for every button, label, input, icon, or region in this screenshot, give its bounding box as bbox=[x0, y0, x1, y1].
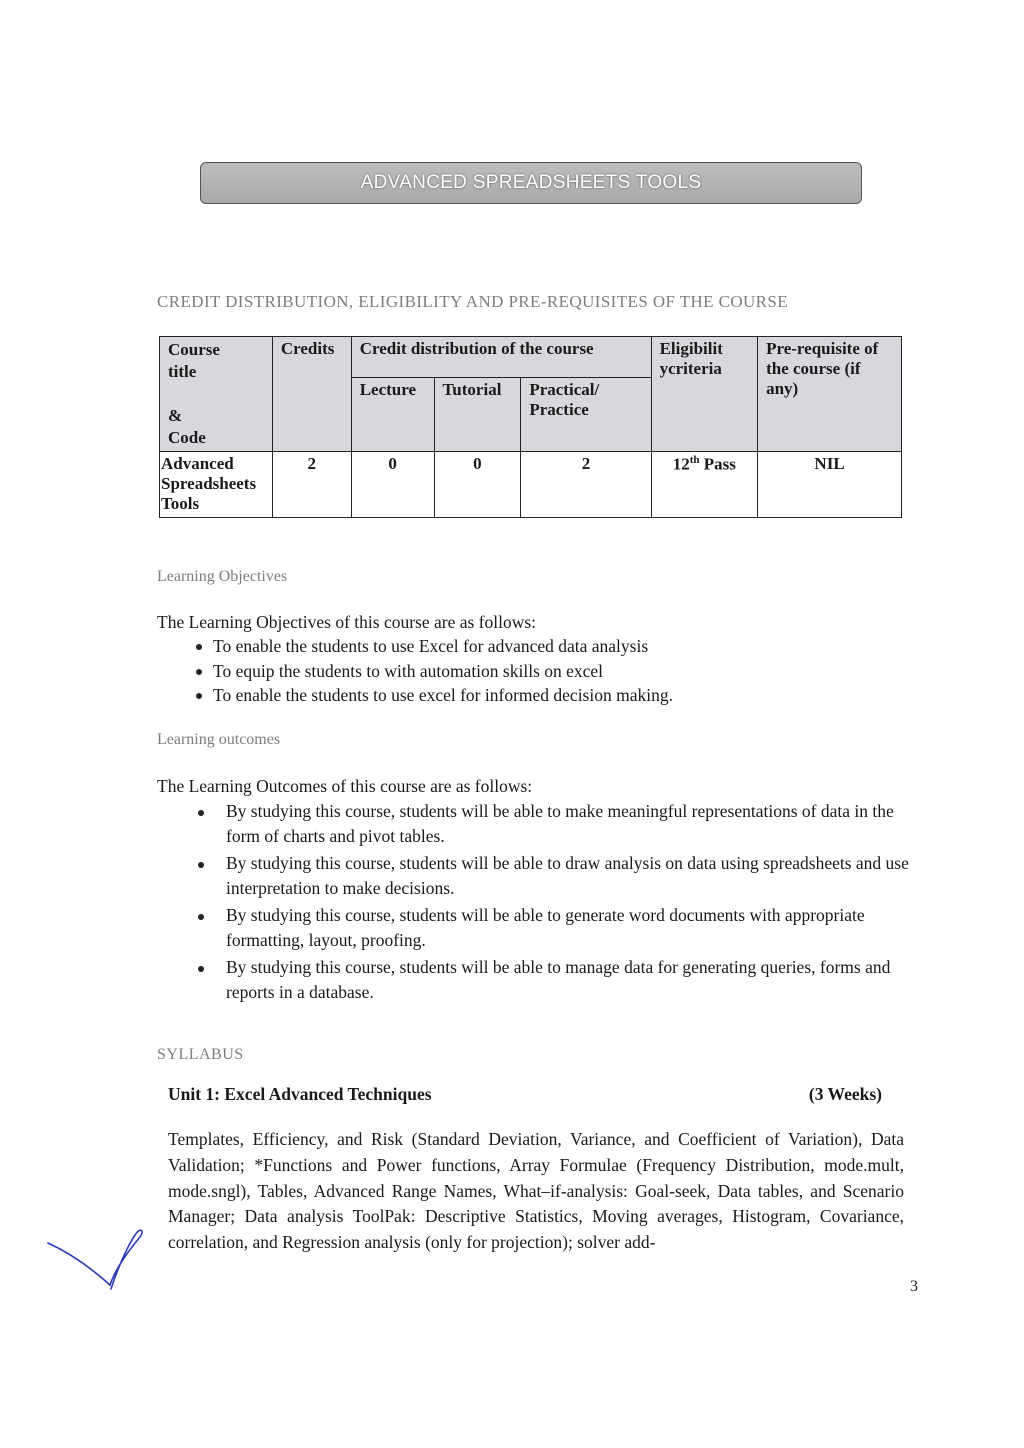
list-item: By studying this course, students will be able to manage data for generating queries, forms and reports in a database. bbox=[196, 955, 910, 1005]
outcomes-list bbox=[196, 799, 910, 1007]
banner-title: ADVANCED SPREADSHEETS TOOLS bbox=[360, 172, 702, 193]
objectives-heading: Learning Objectives bbox=[157, 568, 288, 585]
header-credit-distribution: Credit distribution of the course bbox=[351, 337, 651, 378]
list-item: To enable the students to use excel for informed decision making. bbox=[193, 683, 893, 708]
cell-course: Advanced Spreadsheets Tools bbox=[160, 452, 273, 518]
unit-description: Templates, Efficiency, and Risk (Standard Deviation, Variance, and Coefficient of Variation), Data Validation; *Functions and Power functions, Array Formulae (Frequency Distribution, mode.mult, mode.sngl), Tables, Advanced Range Names, What–if-analysis: Goal-seek, Data tables, and Scenario Manager; Data analysis ToolPak: Descriptive Statistics, Moving averages, Histogram, Covariance, correlation, and Regression analysis (only for projection); solver add- bbox=[168, 1129, 904, 1253]
credit-heading: CREDIT DISTRIBUTION, ELIGIBILITY AND PRE-REQUISITES OF THE COURSE bbox=[157, 292, 789, 311]
unit-header bbox=[168, 1084, 882, 1105]
signature-mark-icon bbox=[45, 1225, 155, 1295]
header-course-title: Course title & Code bbox=[160, 337, 273, 452]
unit-duration: (3 Weeks) bbox=[808, 1084, 882, 1104]
objectives-list bbox=[193, 634, 893, 708]
header-tutorial: Tutorial bbox=[434, 378, 521, 452]
page-number: 3 bbox=[910, 1278, 918, 1295]
list-item: To enable the students to use Excel for advanced data analysis bbox=[193, 634, 893, 659]
outcomes-intro: The Learning Outcomes of this course are as follows: bbox=[157, 776, 533, 796]
header-lecture: Lecture bbox=[351, 378, 434, 452]
title-banner bbox=[200, 162, 862, 204]
list-item: By studying this course, students will be able to make meaningful representations of data in the form of charts and pivot tables. bbox=[196, 799, 910, 849]
table-row bbox=[160, 452, 902, 518]
cell-lecture: 0 bbox=[351, 452, 434, 518]
list-item: To equip the students to with automation skills on excel bbox=[193, 659, 893, 684]
header-credits: Credits bbox=[272, 337, 351, 452]
cell-prerequisite: NIL bbox=[758, 452, 902, 518]
syllabus-heading: SYLLABUS bbox=[157, 1046, 244, 1063]
objectives-intro: The Learning Objectives of this course are as follows: bbox=[157, 612, 537, 632]
cell-eligibility: 12th Pass bbox=[651, 452, 758, 518]
credit-table bbox=[159, 336, 902, 518]
list-item: By studying this course, students will be able to generate word documents with appropriate formatting, layout, proofing. bbox=[196, 903, 910, 953]
cell-tutorial: 0 bbox=[434, 452, 521, 518]
header-eligibility: Eligibilit ycriteria bbox=[651, 337, 758, 452]
header-practical: Practical/ Practice bbox=[521, 378, 651, 452]
unit-title: Unit 1: Excel Advanced Techniques bbox=[168, 1084, 432, 1104]
header-prerequisite: Pre-requisite of the course (if any) bbox=[758, 337, 902, 452]
cell-credits: 2 bbox=[272, 452, 351, 518]
cell-practical: 2 bbox=[521, 452, 651, 518]
outcomes-heading: Learning outcomes bbox=[157, 731, 281, 748]
list-item: By studying this course, students will be able to draw analysis on data using spreadsheets and use interpretation to make decisions. bbox=[196, 851, 910, 901]
